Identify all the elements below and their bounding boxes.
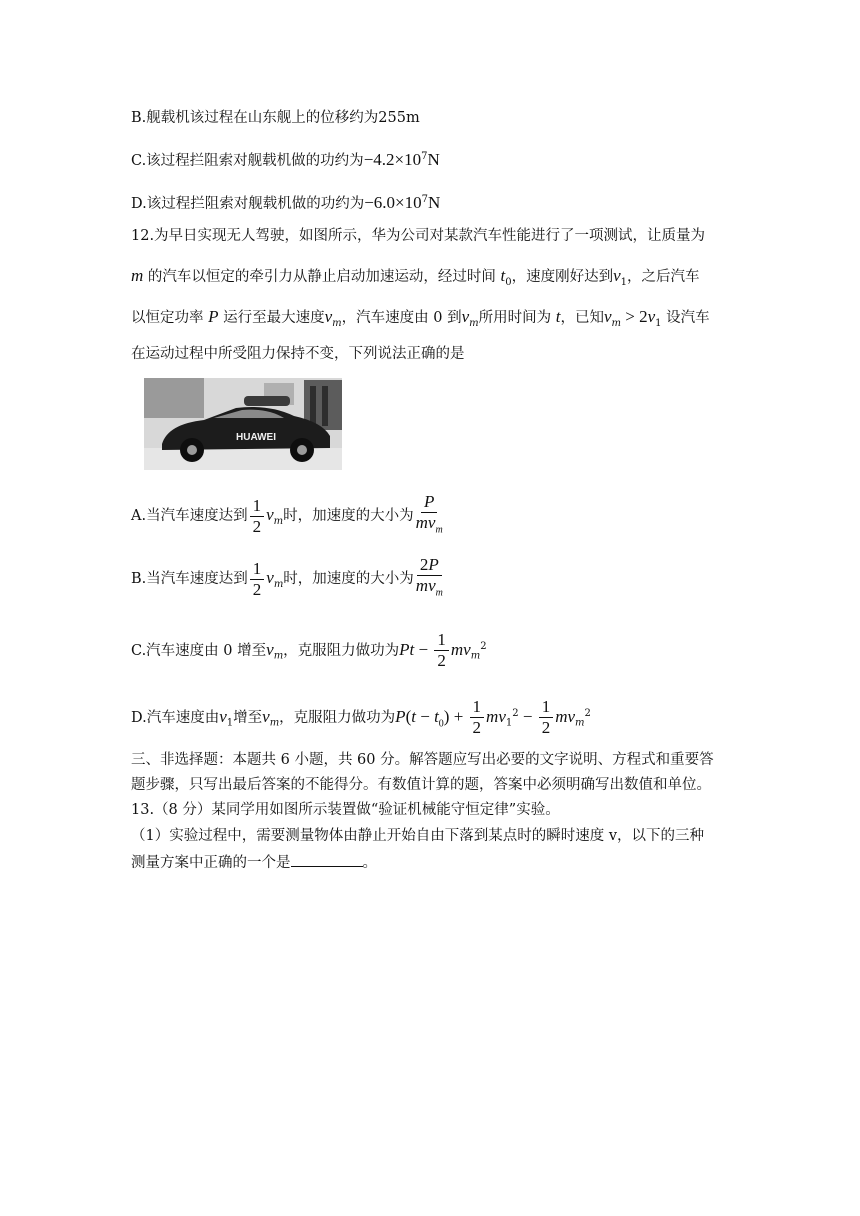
q12-line4: 在运动过程中所受阻力保持不变，下列说法正确的是: [131, 346, 465, 362]
car-logo-text: HUAWEI: [236, 432, 276, 443]
q12-option-b: B.当汽车速度达到 $\frac{1}{2}$ $v_m$时，加速度的大小为 $\frac{2P}{mv_m}$: [131, 555, 443, 599]
q12-line3: 以恒定功率 P 运行至最大速度$v_m$，汽车速度由 0 到$v_m$所用时间为 t，已知$v_m > 2v_1$ 设汽车: [131, 307, 710, 329]
option-d: D.该过程拦阻索对舰载机做的功约为$-6.0\times 10^7N$: [131, 192, 441, 212]
q13-line1: 13.（8 分）某同学用如图所示装置做“验证机械能守恒定律”实验。: [131, 802, 560, 818]
q12-option-d: D.汽车速度由$v_1$增至$v_m$，克服阻力做功为$P(t - t_0)$ + $\frac{1}{2}$ $mv_1^2$ − $\frac{1}{2}$ $mv_m^2$: [131, 697, 591, 738]
q13-line3: 测量方案中正确的一个是 。: [131, 852, 377, 873]
option-c: C.该过程拦阻索对舰载机做的功约为$-4.2\times 10^7N$: [131, 149, 440, 169]
answer-blank[interactable]: [291, 852, 363, 867]
huawei-car-photo: [144, 378, 342, 470]
option-b: B.舰载机该过程在山东舰上的位移约为255m: [131, 110, 420, 126]
q12-option-a: A.当汽车速度达到 $\frac{1}{2}$ $v_m$时，加速度的大小为 $\frac{P}{mv_m}$: [131, 492, 443, 536]
q12-option-c: C.汽车速度由 0 增至$v_m$，克服阻力做功为Pt − $\frac{1}{2}$ $mv_m^2$: [131, 630, 487, 671]
q12-line1: 12.为早日实现无人驾驶，如图所示，华为公司对某款汽车性能进行了一项测试，让质量为: [131, 228, 706, 244]
q12-line2: m 的汽车以恒定的牵引力从静止启动加速运动，经过时间 $t_0$，速度刚好达到$v_1$，之后汽车: [131, 266, 700, 288]
section3-line1: 三、非选择题：本题共 6 小题，共 60 分。解答题应写出必要的文字说明、方程式和重要答: [131, 752, 714, 768]
q13-line2: （1）实验过程中，需要测量物体由静止开始自由下落到某点时的瞬时速度 v，以下的三种: [131, 828, 705, 844]
section3-line2: 题步骤，只写出最后答案的不能得分。有数值计算的题，答案中必须明确写出数值和单位。: [131, 777, 711, 793]
